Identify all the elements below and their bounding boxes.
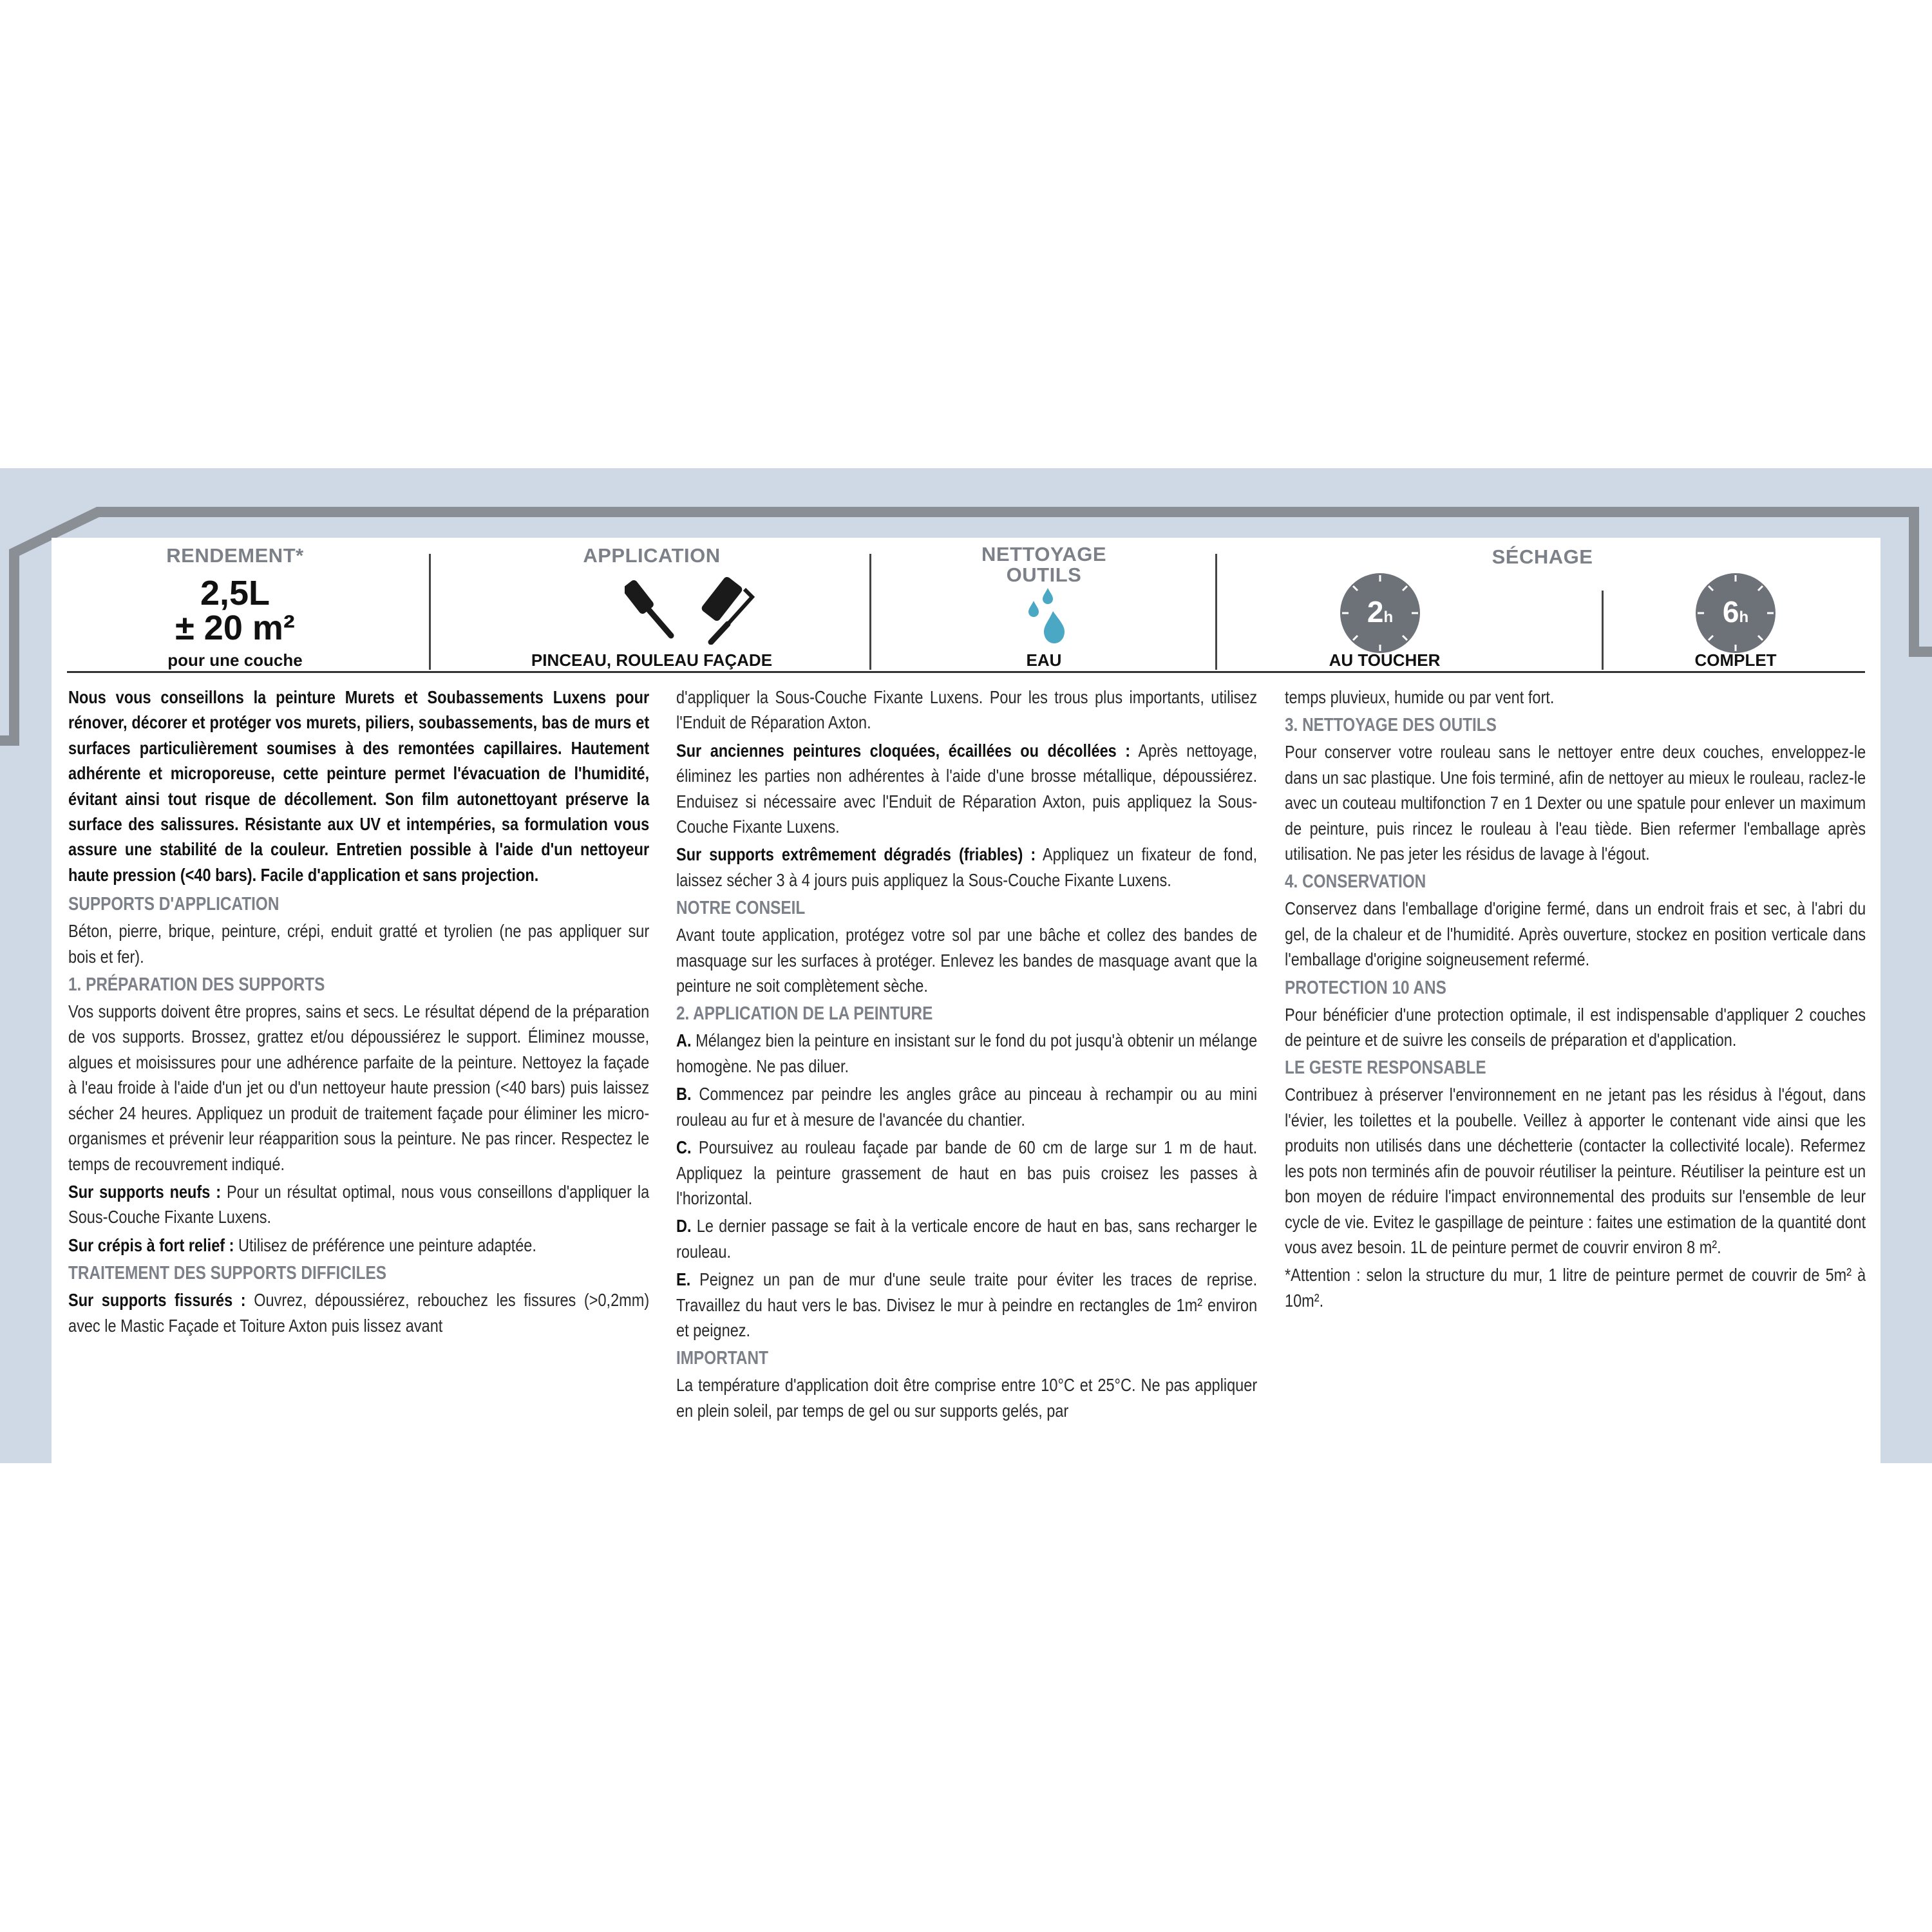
supports-degrades-text: Appliquez un fixateur de fond, laissez sécher 3 à 4 jours puis appliquez la Sous-Couche Fixante Luxens. [676, 844, 1258, 890]
supports-degrades-label: Sur supports extrêmement dégradés (friables) : [676, 844, 1036, 865]
roller-icon [689, 575, 760, 645]
step-b-text: Commencez par peindre les angles grâce au pinceau à rechampir ou au mini rouleau au fur et à mesure de l'avancée du chantier. [676, 1084, 1258, 1130]
conseil-text: Avant toute application, protégez votre sol par une bâche et collez des bandes de masquage sur les surfaces à protéger. Enlevez les bandes de masquage avant que la peinture ne soit complètement sèche. [676, 925, 1258, 996]
header-divider [429, 554, 431, 670]
column-3 [1285, 685, 1866, 1316]
nettoyage-caption: EAU [1026, 650, 1062, 670]
supports-neufs-label: Sur supports neufs : [68, 1181, 222, 1202]
toucher-unit: h [1383, 609, 1394, 626]
rendement-area: ± 20 m² [175, 609, 295, 647]
supports-text: Béton, pierre, brique, peinture, crépi, enduit gratté et tyrolien (ne pas appliquer sur bois et fer). [68, 921, 650, 967]
step-d-text: Le dernier passage se fait à la verticale encore de haut en bas, sans recharger le rouleau. [676, 1216, 1258, 1262]
column-2 [676, 685, 1257, 1426]
section-title-supports: SUPPORTS D'APPLICATION [68, 894, 279, 915]
product-info-panel [52, 538, 1880, 1463]
supports-neufs-text: Pour un résultat optimal, nous vous conseillons d'appliquer la Sous-Couche Fixante Luxens. [68, 1181, 650, 1227]
protection-text: Pour bénéficier d'une protection optimale, il est indispensable d'appliquer 2 couches de peinture et de suivre les conseils de préparation et d'application. [1285, 1004, 1866, 1050]
step-e [676, 1267, 1257, 1343]
step-d-label: D. [676, 1216, 692, 1236]
section-title-difficiles: TRAITEMENT DES SUPPORTS DIFFICILES [68, 1263, 386, 1284]
nettoyage-title-line1: NETTOYAGE [981, 543, 1106, 565]
sechage-toucher [1217, 538, 1552, 670]
fissures-continued: d'appliquer la Sous-Couche Fixante Luxens. Pour les trous plus importants, utilisez l'Enduit de Réparation Axton. [676, 687, 1258, 733]
supports-fissures-text: Ouvrez, dépoussiérez, rebouchez les fissures (>0,2mm) avec le Mastic Façade et Toiture Axton puis lissez avant [68, 1290, 650, 1336]
toucher-value: 2 [1367, 595, 1384, 629]
complet-unit: h [1739, 609, 1749, 626]
complet-value: 6 [1722, 595, 1739, 629]
section-title-important: IMPORTANT [676, 1348, 768, 1369]
step-b-label: B. [676, 1084, 692, 1104]
intro-paragraph: Nous vous conseillons la peinture Murets et Soubassements Luxens pour rénover, décorer et protéger vos murets, piliers, soubassements, bas de murs et surfaces particulièrement soumises à des remontées capillaires. Hautement adhérente et microporeuse, cette peinture permet l'évacuation de l'humidité, évitant ainsi tout risque de décollement. Son film autonettoyant préserve la surface des salissures. Résistante aux UV et intempéries, sa formulation vous assure une stabilité de la couleur. Entretien possible à l'aide d'un nettoyeur haute pression (<40 bars). Facile d'application et sans projection. [68, 687, 650, 885]
step-c-text: Poursuivez au rouleau façade par bande de 60 cm de large sur 1 m de haut. Appliquez la peinture grassement de haut en bas puis croisez les passes à l'horizontal. [676, 1137, 1258, 1208]
step-b [676, 1081, 1257, 1132]
water-drops-icon [1025, 587, 1070, 649]
section-title-preparation: 1. PRÉPARATION DES SUPPORTS [68, 974, 325, 996]
important-continued: temps pluvieux, humide ou par vent fort. [1285, 687, 1555, 707]
rendement-block [155, 538, 316, 670]
rendement-volume: 2,5L [200, 574, 270, 612]
important-text: La température d'application doit être comprise entre 10°C et 25°C. Ne pas appliquer en plein soleil, par temps de gel ou sur supports gelés, par [676, 1375, 1258, 1421]
nettoyage-block [872, 538, 1216, 670]
crepis-relief-label: Sur crépis à fort relief : [68, 1235, 234, 1255]
application-block [431, 538, 872, 670]
nettoyage-text: Pour conserver votre rouleau sans le nettoyer entre deux couches, enveloppez-le dans un sac plastique. Une fois terminé, afin de nettoyer au mieux le rouleau, raclez-le avec un couteau multifonction 7 en 1 Dexter ou une spatule pour enlever un maximum de peinture, puis rincez le rouleau à l'eau tiède. Bien refermer l'emballage après utilisation. Ne pas jeter les résidus de lavage à l'égout. [1285, 742, 1866, 864]
rendement-title: RENDEMENT* [166, 544, 304, 567]
rendement-caption: pour une couche [167, 650, 303, 670]
sechage-title: SÉCHAGE [1492, 545, 1593, 568]
section-title-conservation: 4. CONSERVATION [1285, 871, 1426, 893]
sechage-complet [1604, 538, 1868, 670]
sechage-block [1217, 538, 1868, 670]
section-title-protection: PROTECTION 10 ANS [1285, 977, 1446, 998]
brush-icon [625, 576, 683, 641]
nettoyage-title-line2: OUTILS [1006, 564, 1082, 586]
supports-fissures [68, 1287, 649, 1338]
anciennes-peintures-label: Sur anciennes peintures cloquées, écaillées ou décollées : [676, 740, 1131, 761]
header-rule [67, 671, 1865, 673]
complet-caption: COMPLET [1694, 650, 1777, 670]
conservation-text: Conservez dans l'emballage d'origine fermé, dans un endroit frais et sec, à l'abri du gel, de la chaleur et de l'humidité. Après ouverture, stockez en position verticale dans l'emballage d'origine soigneusement refermé. [1285, 898, 1866, 970]
column-1 [68, 685, 649, 1341]
toucher-time [1340, 594, 1421, 629]
section-title-nettoyage: 3. NETTOYAGE DES OUTILS [1285, 715, 1497, 736]
crepis-relief [68, 1233, 649, 1258]
step-e-label: E. [676, 1269, 691, 1290]
step-a-text: Mélangez bien la peinture en insistant sur le fond du pot jusqu'à obtenir un mélange homogène. Ne pas diluer. [676, 1030, 1258, 1076]
application-caption: PINCEAU, ROULEAU FAÇADE [531, 650, 773, 670]
step-e-text: Peignez un pan de mur d'une seule traite pour éviter les traces de reprise. Travaillez du haut vers le bas. Divisez le mur à peindre en rectangles de 1m² environ et peignez. [676, 1269, 1258, 1340]
preparation-text: Vos supports doivent être propres, sains et secs. Le résultat dépend de la préparation de vos supports. Brossez, grattez et/ou dépoussiérez le support. Éliminez mousse, algues et moisissures pour une adhérence parfaite de la peinture. Nettoyez la façade à l'eau froide à l'aide d'un jet ou d'un nettoyeur haute pression (<40 bars) puis laissez sécher 24 heures. Appliquez un produit de traitement façade pour éliminer les micro-organismes et prévenir leur réapparition sous la peinture. Ne pas rincer. Respectez le temps de recouvrement indiqué. [68, 1001, 650, 1174]
geste-text: Contribuez à préserver l'environnement en ne jetant pas les résidus à l'égout, dans l'évier, les toilettes et la poubelle. Veillez à apporter le contenant vide ainsi que les produits non utilisés dans une déchetterie (contacter la collectivité locale). Refermez les pots non terminés afin de pouvoir réutiliser la peinture. Réutiliser la peinture est un bon moyen de réduire l'impact environnemental des produits sur l'ensemble de leur cycle de vie. Evitez le gaspillage de peinture : faites une estimation de la quantité dont vous avez besoin. 1L de peinture permet de couvrir environ 8 m². [1285, 1084, 1866, 1257]
header-divider [869, 554, 871, 670]
crepis-relief-text: Utilisez de préférence une peinture adaptée. [234, 1235, 536, 1255]
attention-note: *Attention : selon la structure du mur, 1 litre de peinture permet de couvrir de 5m² à 10m². [1285, 1265, 1866, 1311]
step-a-label: A. [676, 1030, 692, 1051]
toucher-caption: AU TOUCHER [1329, 650, 1441, 670]
section-title-application: 2. APPLICATION DE LA PEINTURE [676, 1003, 933, 1025]
step-c [676, 1135, 1257, 1211]
supports-neufs [68, 1179, 649, 1230]
complet-time [1695, 594, 1776, 629]
step-a [676, 1028, 1257, 1079]
anciennes-peintures [676, 738, 1257, 840]
anciennes-peintures-text: Après nettoyage, éliminez les parties non adhérentes à l'aide d'une brosse métallique, dépoussiérez. Enduisez si nécessaire avec l'Enduit de Réparation Axton, puis appliquez la Sous-Couche Fixante Luxens. [676, 740, 1258, 837]
supports-degrades [676, 842, 1257, 893]
application-title: APPLICATION [583, 544, 721, 567]
step-d [676, 1213, 1257, 1264]
supports-fissures-label: Sur supports fissurés : [68, 1290, 246, 1311]
section-title-conseil: NOTRE CONSEIL [676, 898, 806, 919]
section-title-geste: LE GESTE RESPONSABLE [1285, 1057, 1486, 1079]
step-c-label: C. [676, 1137, 692, 1158]
